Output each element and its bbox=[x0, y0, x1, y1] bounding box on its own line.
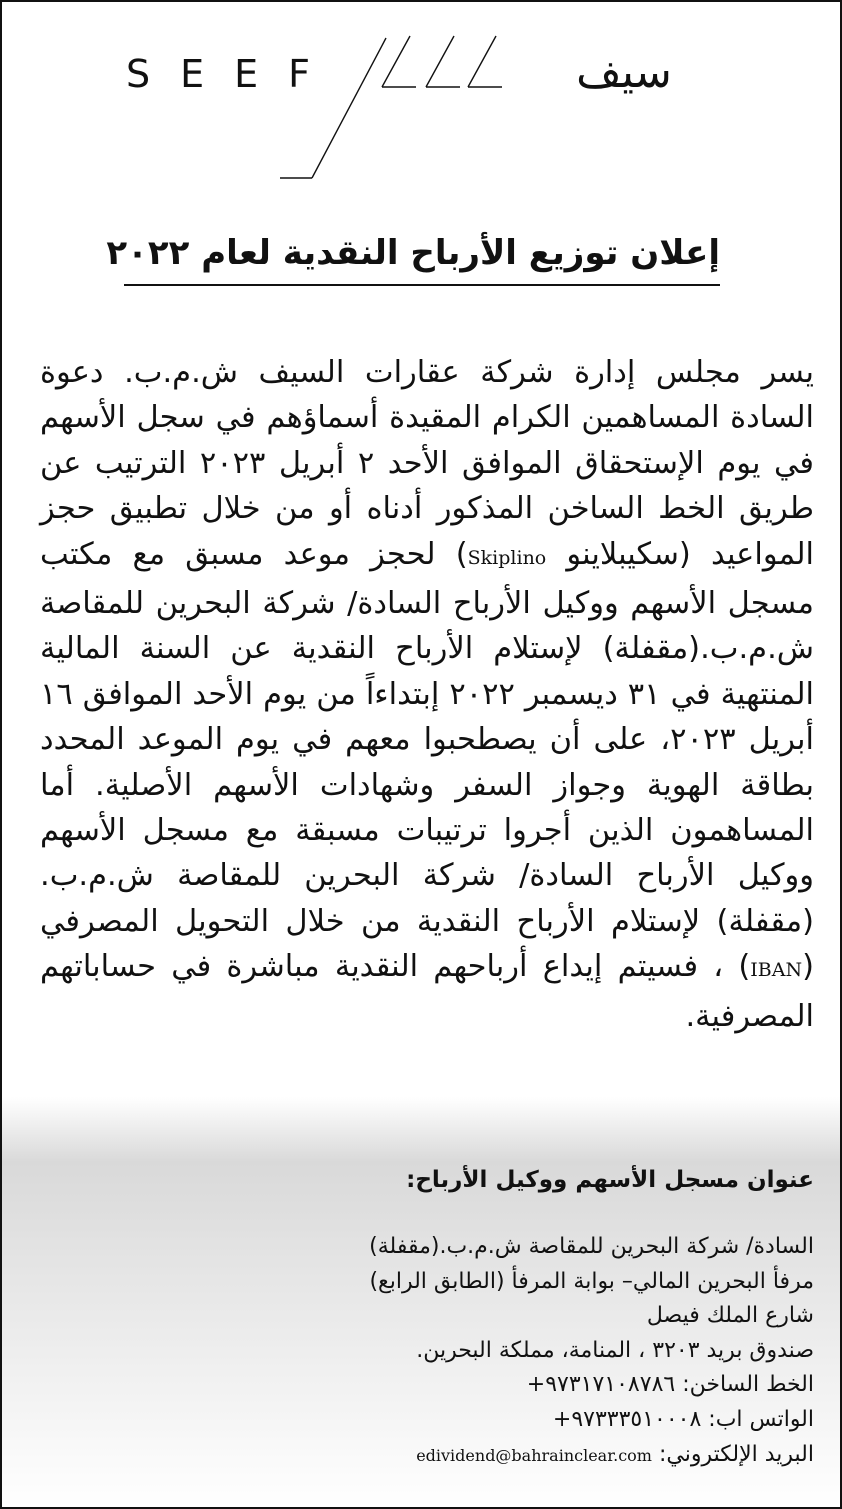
title-underline bbox=[124, 284, 720, 286]
address-block bbox=[242, 1230, 814, 1473]
body-text-part-1: يسر مجلس إدارة شركة عقارات السيف ش.م.ب. دعوة السادة المساهمين الكرام المقيدة أسماؤهم في سجل الأسهم في يوم الإستحقاق الموافق الأحد ٢ أبريل ٢٠٢٣ الترتيب عن طريق الخط الساخن المذكور أدناه أو من خلال تطبيق حجز المواعيد (سكيبلاينو bbox=[40, 355, 814, 572]
address-line-street: شارع الملك فيصل bbox=[646, 1303, 814, 1329]
seef-logo-slashes-graphic bbox=[272, 30, 512, 182]
address-heading: عنوان مسجل الأسهم ووكيل الأرباح: bbox=[406, 1167, 814, 1193]
announcement-body bbox=[40, 350, 814, 1039]
iban-term: IBAN bbox=[750, 959, 803, 982]
announcement-title: إعلان توزيع الأرباح النقدية لعام ٢٠٢٢ bbox=[106, 233, 720, 273]
body-text-part-2: ) لحجز موعد مسبق مع مكتب مسجل الأسهم ووكيل الأرباح السادة/ شركة البحرين للمقاصة ش.م.ب.(مقفلة) لإستلام الأرباح النقدية عن السنة المالية المنتهية في ٣١ ديسمبر ٢٠٢٢ إبتداءاً من يوم الأحد الموافق ١٦ أبريل ٢٠٢٣، على أن يصطحبوا معهم في يوم الموعد المحدد بطاقة الهوية وجواز السفر وشهادات الأسهم الأصلية. أما المساهمون الذين أجروا ترتيبات مسبقة مع مسجل الأسهم ووكيل الأرباح السادة/ شركة البحرين للمقاصة ش.م.ب.(مقفلة) لإستلام الأرباح النقدية من خلال التحويل المصرفي ( bbox=[40, 536, 815, 985]
address-line-hotline: الخط الساخن: ٩٧٣١٧١٠٨٧٨٦+ bbox=[526, 1372, 814, 1398]
email-address: edividend@bahrainclear.com bbox=[416, 1445, 652, 1465]
address-line-po-box: صندوق بريد ٣٢٠٣ ، المنامة، مملكة البحرين. bbox=[416, 1337, 814, 1363]
address-line-whatsapp: الواتس اب: ٩٧٣٣٣٥١٠٠٠٨+ bbox=[552, 1406, 814, 1432]
body-text-part-3: ) ، فسيتم إيداع أرباحهم النقدية مباشرة في حساباتهم المصرفية. bbox=[40, 949, 814, 1034]
address-line-company: السادة/ شركة البحرين للمقاصة ش.م.ب.(مقفلة) bbox=[369, 1234, 814, 1259]
app-name: Skiplino bbox=[467, 546, 547, 569]
address-line-building: مرفأ البحرين المالي– بوابة المرفأ (الطابق الرابع) bbox=[369, 1268, 814, 1294]
seef-logo-latin: SEEF bbox=[126, 52, 340, 96]
seef-logo-arabic: سيف bbox=[576, 47, 672, 98]
address-line-email bbox=[242, 1438, 814, 1474]
email-label: البريد الإلكتروني: bbox=[651, 1441, 814, 1467]
